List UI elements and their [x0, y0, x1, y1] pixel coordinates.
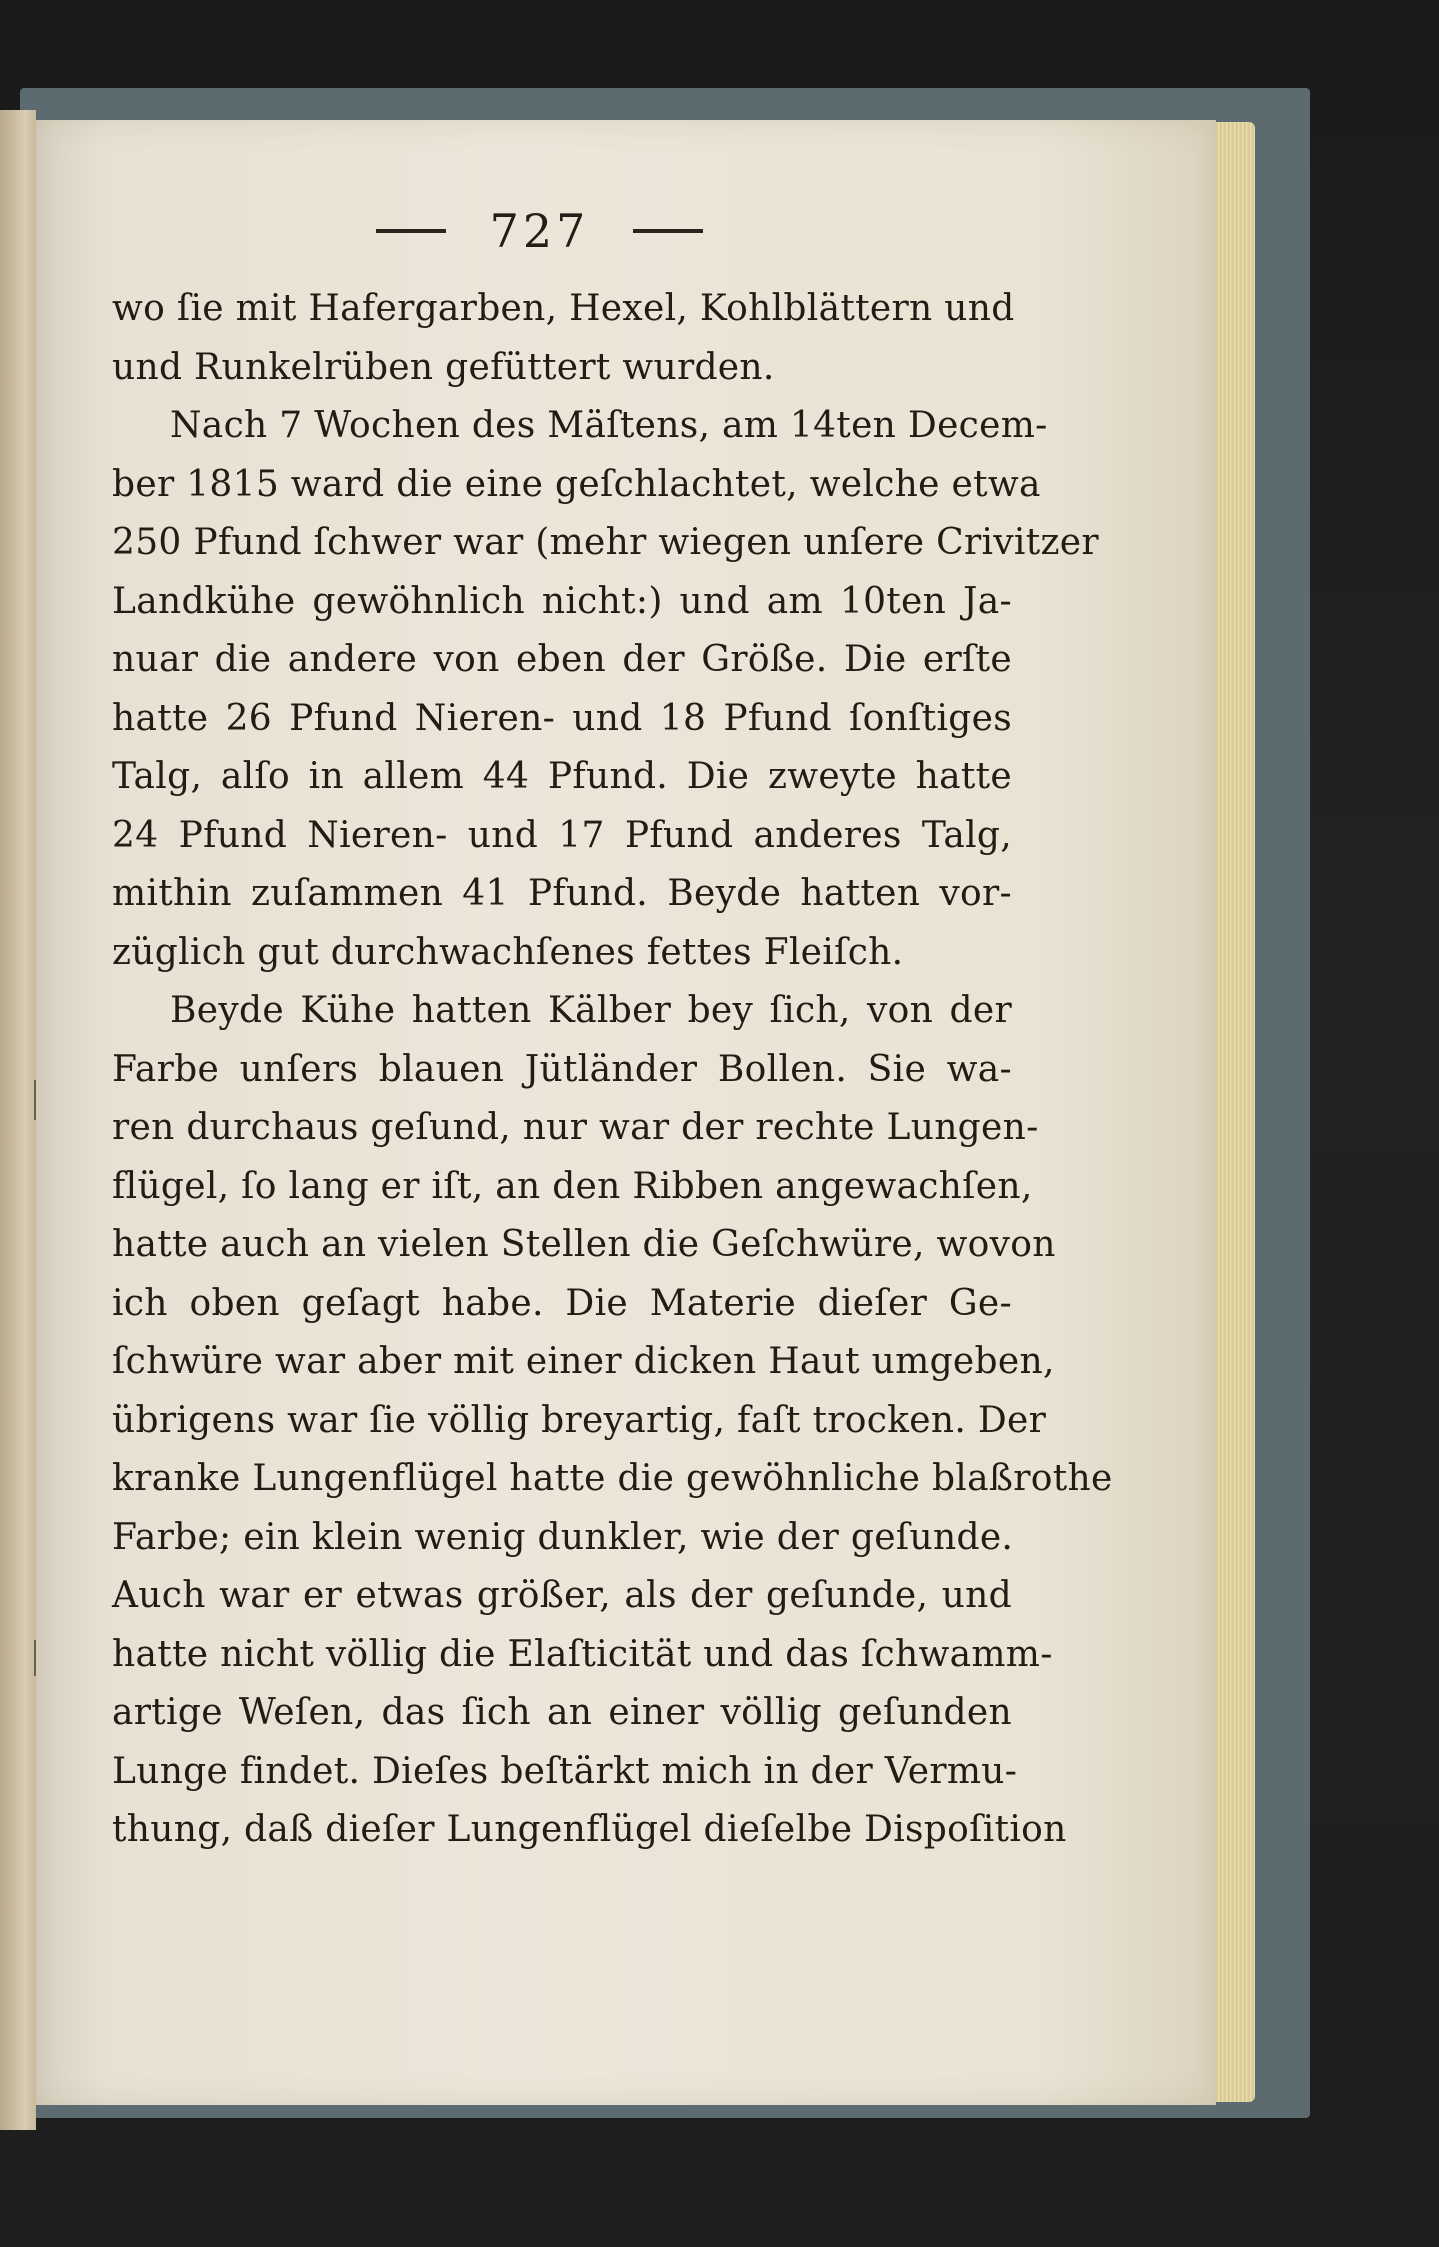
page-header [0, 204, 1259, 258]
text-line: wo ſie mit Hafergarben, Hexel, Kohlblättern und [112, 288, 1015, 329]
text-line: Farbe unſers blauen Jütländer Bollen. Sie wa- [112, 1048, 1012, 1090]
text-line: und Runkelrüben gefüttert wurden. [112, 346, 775, 388]
text-line: thung, daß dieſer Lungenflügel dieſelbe Dispoſition [112, 1809, 1067, 1850]
previous-page-edge [0, 110, 36, 2130]
text-line: ber 1815 ward die eine geſchlachtet, welche etwa [112, 463, 1041, 505]
margin-mark [34, 1080, 36, 1120]
text-line: hatte 26 Pfund Nieren- und 18 Pfund ſonſtiges [112, 697, 1012, 739]
text-line: hatte nicht völlig die Elaſticität und das ſchwamm- [112, 1633, 1053, 1675]
text-line: Auch war er etwas größer, als der geſunde, und [112, 1575, 1012, 1616]
text-line: Farbe; ein klein wenig dunkler, wie der geſunde. [112, 1516, 1014, 1558]
text-line: 250 Pfund ſchwer war (mehr wiegen unſere Crivitzer [112, 522, 1099, 563]
text-line: züglich gut durchwachſenes fettes Fleiſch. [112, 931, 904, 973]
text-line: hatte auch an vielen Stellen die Geſchwüre, wovon [112, 1224, 1056, 1265]
text-line: ſchwüre war aber mit einer dicken Haut umgeben, [112, 1341, 1055, 1382]
text-line: flügel, ſo lang er iſt, an den Ribben angewachſen, [112, 1165, 1033, 1207]
text-line: nuar die andere von eben der Größe. Die erſte [112, 639, 1012, 680]
text-line: artige Weſen, das ſich an einer völlig geſunden [112, 1692, 1012, 1733]
text-line: ich oben geſagt habe. Die Materie dieſer Ge- [112, 1282, 1012, 1324]
text-line: Beyde Kühe hatten Kälber bey ſich, von der [170, 990, 1012, 1031]
text-line: kranke Lungenflügel hatte die gewöhnliche blaßrothe [112, 1458, 1113, 1499]
header-dash-right [633, 229, 703, 233]
page-number: 727 [489, 204, 590, 258]
header-dash-left [376, 229, 446, 233]
text-line: Talg, alſo in allem 44 Pfund. Die zweyte hatte [112, 756, 1012, 797]
text-line: ren durchaus geſund, nur war der rechte Lungen- [112, 1107, 1039, 1148]
body-text [112, 280, 1113, 1860]
margin-mark [34, 1640, 36, 1676]
text-line: Nach 7 Wochen des Mäſtens, am 14ten Decem- [170, 405, 1048, 446]
text-line: Landkühe gewöhnlich nicht:) und am 10ten Ja- [112, 580, 1012, 622]
text-line: 24 Pfund Nieren- und 17 Pfund anderes Talg, [112, 814, 1012, 856]
text-line: mithin zuſammen 41 Pfund. Beyde hatten vor- [112, 873, 1012, 914]
text-line: Lunge findet. Dieſes beſtärkt mich in der Vermu- [112, 1750, 1018, 1792]
text-line: übrigens war ſie völlig breyartig, faſt trocken. Der [112, 1399, 1047, 1441]
